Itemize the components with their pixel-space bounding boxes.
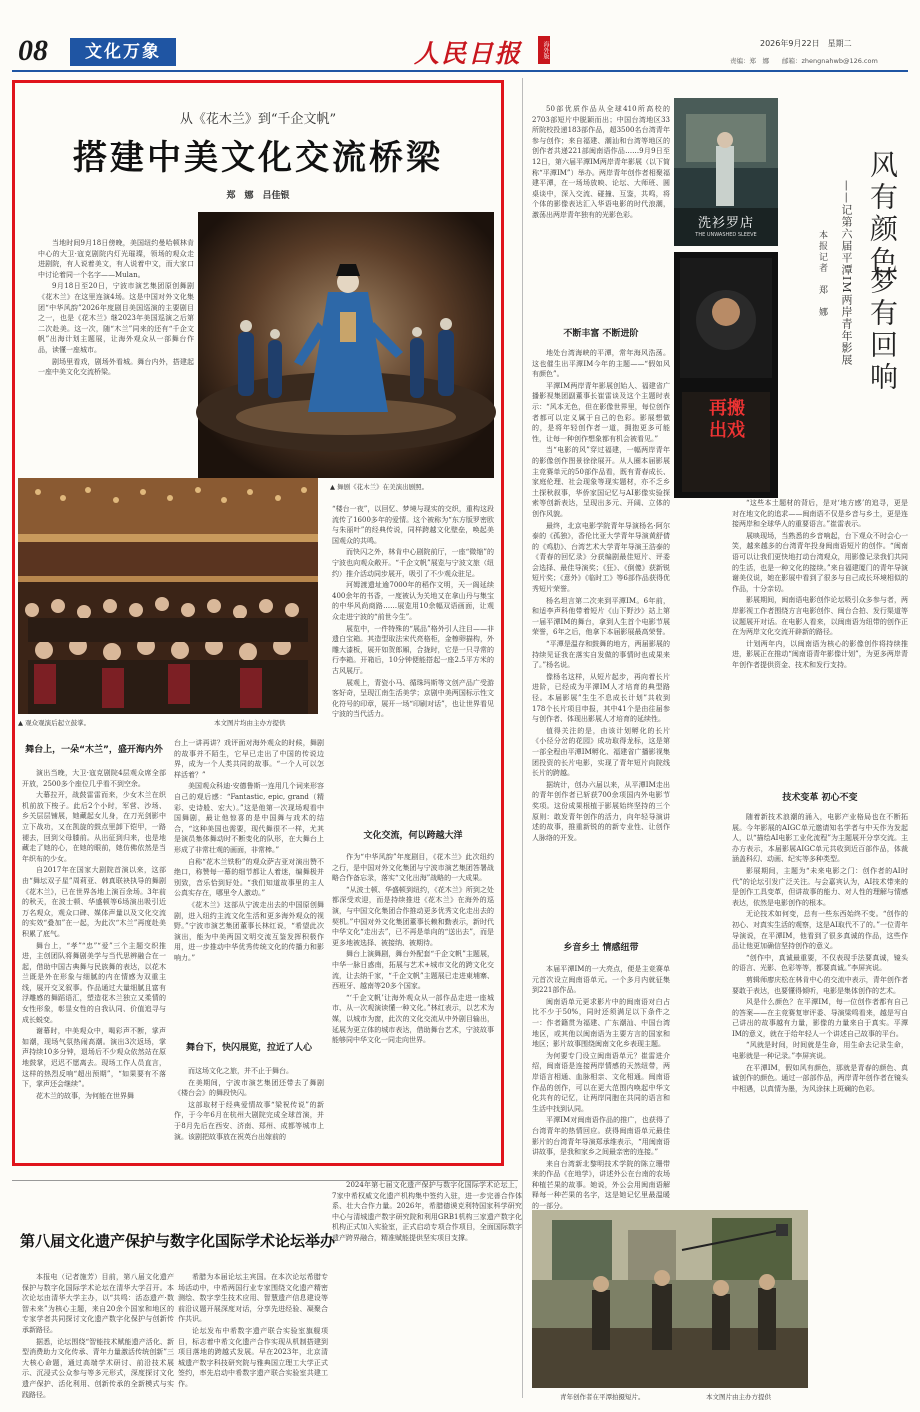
side-column-2b (732, 812, 908, 1210)
body-paragraph: 随着新技术浪潮的涌入，电影产业格局也在不断拓展。今年影展的AIGC单元邀请知名学者与中天作为发起人，以“描绘AI电影工业化流程”为主题展开分享交流。主办方表示，本届影展AIGC单元共收到近百部作品，体裁涵盖科幻、动画、纪实等多种类型。 (732, 813, 908, 864)
body-paragraph: 《花木兰》这部从宁波走出去的中国原创舞剧，进入纽约主流文化生活和更多海外观众的视野。”宁波市演艺集团董事长林红说，“希望此次演出，能为中美两国文明交流互鉴发挥积极作用，进一步推动中华优秀传统文化的传播力和影响力。” (174, 900, 324, 962)
body-paragraph: 影展期间，主题为“未来电影之门：创作者的AI时代”的论坛引发广泛关注。与会嘉宾认为，AI技术带来的是创作工具变革，但讲故事的能力、对人性的理解与情感表达，依然是电影创作的根本。 (732, 866, 908, 907)
bottom-col-3 (332, 1180, 522, 1406)
body-paragraph: 演出当晚，大卫·寇克剧院4层观众席全部开放，2500多个座位几乎看不到空余。 (22, 769, 166, 788)
body-paragraph: 展映现场，当熟悉的乡音响起，台下观众不时会心一笑，越来越多的台湾青年投身闽南语短片的创作。“闽南语可以让我们更快地打动台湾观众，用影像记录我们共同的生活，也是一种文化的接续。”来自福建厦门的青年导演谢美仪说，她在影展中看到了很多与自己成长环境相似的作品，十分亲切。 (732, 531, 908, 593)
vertical-subtitle: ——记第六届平潭IM两岸青年影展 (840, 180, 853, 366)
editor-line: 责编：郑 娜 邮箱：zhengnahwb@126.com (730, 57, 878, 65)
body-paragraph: 平潭IM对闽南语作品的推广，也获得了台湾青年的热情回应。获得闽南语单元最佳影片的台湾青年导演郑承维表示，“用闽南语讲故事，是我和家乡之间最亲密的连接。” (532, 1116, 670, 1157)
body-paragraph: “从波士顿、华盛顿到纽约，《花木兰》所到之处都深受欢迎，而是持续推进《花木兰》在海外的巡演，与中国文化集团合作推动更多优秀文化走出去的契机。”中国对外文化集团董事长赖和勤表示，新时代中华文化“走出去”，已不再是单向的“送出去”，而是更多地被选择、被接纳、被期待。 (332, 885, 494, 947)
newspaper-logo: 人民日报 (414, 39, 523, 68)
body-paragraph: 据统计，创办六届以来，从平潭IM走出的青年创作者已斩获700余项国内外电影节奖项。这份成果根植于影展始终坚持的三个原则：敢发青年创作的活力，向年轻导演讲述的故事，推重新锐的的新专业性、让创作人脉络的开发。 (532, 780, 670, 842)
body-paragraph: 美国观众科迪·安德鲁斯一连用几个词来形容自己的观后感：“Fantastic, epic, grand（精彩、史诗般、宏大）。”这是他第一次现场观看中国舞剧，最让他惊喜的是中国舞与戏术的结合，“这种美国也需要，现代舞很不一样，尤其是演员集体舞动时不断变化的队形，在大舞台上形成了非常壮观的画面，非常棒。” (174, 782, 324, 854)
body-paragraph: 花木兰的故事，为何能在世界舞 (36, 1091, 134, 1100)
section-heading: 舞台下，快闪展览，拉近了人心 (185, 1043, 312, 1053)
column-divider (522, 78, 523, 1398)
feature-kicker: 从《花木兰》到“千企文帆” (179, 112, 337, 127)
body-paragraph: 作为“中华风韵”年度剧目，《花木兰》此次纽约之行，是中国对外文化集团与宁波市演艺集团答署战略合作备忘录，落实“文化出海”战略的一大成果。 (332, 853, 494, 883)
body-paragraph: 舞台上，“孝”“忠”“爱”三个主题交织推进，主创团队将舞剧美学与当代思辨融合在一起，借助中国古典舞与民族舞的表达，以花木兰既是外在形象与细腻的内在情感为双重主线，展开交叉叙事。作品通过大量细腻且富有浮雕感的舞蹈语汇，塑造花木兰独立又柔情的女性形象，彰显女性的自我认同、价值追寻与成长蜕变。 (22, 941, 166, 1024)
section-badge: 文化万象 (70, 38, 176, 66)
vertical-title-2: 梦有回响 (866, 266, 899, 394)
poster-subtitle: THE UNWASHED SLEEVE (695, 232, 757, 238)
film-set-caption: 青年创作者在平潭拍摄短片。 (560, 1393, 645, 1401)
feature-column-2b (174, 1066, 324, 1160)
section-heading: 文化交流，何以跨越大洋 (363, 831, 463, 841)
body-paragraph: 展览中，一件特殊的“展品”格外引人注目——非遗白宝箱。其造型取法宋代亮格柜，金檫卵描构，外雕大漆板，展开如贺郎厢，合拢时，它是一只寻常的行李箱。开箱后，10分钟便能搭起一座2.5平方米的古风展厅。 (332, 624, 494, 675)
body-paragraph: 大幕拉开，战鼓雷雷而来，少女木兰在织机前放下梭子。此后2个小时，军营、沙场、乡关层层铺展，她藏起女儿身，在刀光剑影中立下战功，又在凯旋的鼓点里卸下铠甲，一路褪去，回到父母膝前。从出征到归来，也是地藏走了她的心，在她的眼前，她仿佛依然是当年织布的少女。 (22, 791, 166, 863)
body-paragraph: 地处台湾海峡的平潭，常年海风浩荡。这也催生出平潭IM今年的主题——“假如风有颜色”。 (532, 349, 670, 379)
body-paragraph: 无论技术如何变，总有一些东西始终不变。“创作的初心、对真实生活的观察，这是AI取代不了的。”一位青年导演说，在平潭IM，他看到了很多真诚的作品，这些作品让他更加确信坚持创作的意义。 (732, 910, 908, 951)
audience-photo-caption: ▲ 观众观演后起立鼓掌。 (18, 719, 91, 727)
body-paragraph: 台上一讲再讲？戏评面对海外观众的时候，舞剧的故事并不陌生，它早已走出了中国的传说边界，成为一个人类共同的故事。“一个人可以怎样活着？” (174, 739, 324, 779)
body-paragraph: 本届平潭IM的一大亮点，便是主竞赛单元首次设立闽南语单元。一个多月内就征集到221部作品。 (532, 965, 670, 995)
body-paragraph: 而快闪之外，林肯中心剧院前厅，一座“微缩”的宁波也向观众敞开。“千企文帆”展览与宁波文旅（纽约）推介活动同步展开，吸引了不少观众驻足。 (332, 548, 494, 578)
feature-lead (38, 238, 194, 470)
body-paragraph: 杨名坦言第二次来到平潭IM。6年前，和适李声科他带着短片《山下野沙》站上第一届平潭IM的舞台，拿到人生首个电影节展荣誉，6年之后，他拿下本届影展最高荣誉。 (532, 596, 670, 637)
issue-date: 2026年9月22日 星期二 (760, 39, 852, 48)
body-paragraph: 计划两年内，以闽南语为核心的影像创作将持续推进，影展正在推动“闽南语青年影像计划”，为更多两岸青年创作者提供资金、技术和发行支持。 (732, 639, 908, 669)
body-paragraph: “这些本土题材的背后，是对‘地方感’的追寻，更是对在地文化的追求——闽南语不仅是乡音与乡土，更是连接两岸和全球华人的重要语言。”崔雷表示。 (732, 499, 908, 529)
bottom-col-1 (22, 1272, 174, 1406)
body-paragraph: “创作中，真诚最重要，不仅表现手法要真诚，镜头的语言、光影、色彩等等，都要真诚。”李屏宾说。 (732, 953, 908, 973)
body-paragraph: “风就是时间，时间就是生命，用生命去记录生命，电影就是一种记录。”李屏宾说。 (732, 1041, 908, 1061)
film-poster-1 (674, 98, 778, 246)
film-set-photo (532, 1210, 808, 1388)
section-heading: 舞台上，一朵“木兰”，盛开海内外 (25, 745, 163, 755)
body-paragraph: 像杨名这样，从短片起步，再向着长片进阶，已经成为平潭IM人才培育的典型路径。本届影展”生生不息成长计划”共收到178个长片项目申报，其中41个是由往届参与创作者、体现出影展人才培育的延续性。 (532, 672, 670, 724)
body-paragraph: 影展期间，闽南语电影创作论坛吸引众多参与者，两岸影视工作者围绕方言电影创作、闽台合拍、发行渠道等议题展开对话。在电影人看来，以闽南语为纽带的创作正在为两岸文化交流开辟新的路径。 (732, 596, 908, 637)
stage-photo-caption: ▲ 舞剧《花木兰》在美演出剧照。 (330, 483, 429, 491)
feature-headline: 搭建中美文化交流桥梁 (73, 138, 443, 178)
poster-title: 洗衫罗店 (697, 216, 754, 231)
body-paragraph: 50部优质作品从全球410所高校的2703部短片中脱颖而出；中国台湾地区33所院校投递183部作品，超3500名台湾青年参与创作；来自福建、潮汕和台湾等地区的创作者共递221部闽南语作品……9月9日至12日，第六届平潭IM两岸青年影展（以下简称“平潭IM”）举办。两岸青年创作者相聚福建平潭，在一场场放映、论坛、大师班、圆桌谈中，深入交流、碰撞、互鉴，共鸣，将个体的影像表达汇入华语电影的时代浪潮，激荡出两岸青年独有的光影色彩。 (532, 105, 670, 219)
body-paragraph: 值得关注的是，由该计划孵化的长片《小径分岔的花园》成功取得龙标，这是第一部全程由平潭IM孵化、福建省广播影视集团投资的长片电影，实现了青年短片向院线长片的跨越。 (532, 726, 670, 778)
body-paragraph: “楼台一夜”，以回忆、梦境与现实的交织，重构这段流传了1600多年的爱情。这个被称为“东方版罗密欧与朱丽叶”的经典传说，同样跨越文化壁垒，唤起美国观众的共鸣。 (332, 505, 494, 545)
feature-byline: 郑 娜 吕佳银 (226, 191, 290, 201)
film-set-credit: 本文图片由主办方提供 (706, 1393, 771, 1401)
body-paragraph: 而这场文化之旅，并不止于舞台。 (188, 1067, 293, 1075)
masthead-rule (12, 70, 908, 72)
body-paragraph: 自2017年在国家大剧院首演以来，这部由“舞坛双子星”周莉亚、韩真联袂执导的舞剧《花木兰》，已在世界各地上演百余场。3年前的秋天，在波士顿、华盛顿等6场演出吸引近万名观众，观众口碑、媒体声量以及文化交流的实效“叠加”在一起，为此次“木兰”再度赴美积累了底气。 (22, 866, 166, 938)
feature-column-3b (332, 852, 494, 1160)
body-paragraph: 最终，北京电影学院青年导演杨名·阿尔泰的《孤独》，香伦比亚大学青年导演黄舒倩的《鸡肋》、台湾艺术大学青年导演王浩泰的《青春的回忆录》分获编剧最佳短片、评委会选择、最佳导演奖；《狂》、《倒傻》获新锐短片奖；《意外》《临时工》等6部作品获得优秀短片荣誉。 (532, 521, 670, 594)
photo-credit: 本文图片均由主办方提供 (214, 719, 286, 727)
masthead (0, 0, 920, 74)
poster-title: 再搬出戏 (709, 398, 745, 441)
section-heading: 乡音乡土 情感纽带 (563, 943, 639, 953)
body-paragraph: 论坛发布中希数字遗产联合实验室旗舰项目，标志着中希文化遗产合作实现从机制搭建到项目落地的跨越式发展。早在2023年，北京清城遗产数字科技研究院与雅典国立理工大学正式签约，率先启动中希数字遗产联合实验室共建工作。 (178, 1326, 328, 1388)
body-paragraph: 当“电影的风”穿过福建，一幅两岸青年的影像创作图景徐徐展开。从人圈本届影展主竞赛单元的50部作品看，既有青春成长、家庭伦理、社会现象等现实题材，亦不乏乡土探秋叙事，华侨家国记忆与AI影像实验探索等创新表达，呈现出多元、开阔、立体的创作风貌。 (532, 446, 670, 518)
body-paragraph: 这部取材于经典爱情故事“梁祝传说”的新作，于今年6月在杭州大剧院完成全球首演，并于8月先后在西安、济南、郑州、成都等城市上演。该剧把故事放在祝英台出嫁前的 (174, 1100, 324, 1141)
body-paragraph: 自称“花木兰铁粉”的观众萨吉亚对演出赞不绝口，称赞每一幕的细节都让人着迷，编舞极并别致，音乐恰到好处。“我们知道故事里的主人公真实存在，哪里令人激动。” (174, 857, 324, 898)
body-paragraph: 河姆渡遗址逾7000年的稻作文明，天一阁延续400余年的书香，一度被认为关地又在拿山丹与集宝的中华风尚商路……展览用10余幅双语画面，让观众走进宁波的“前世今生”。 (332, 581, 494, 621)
body-paragraph: 在平潭IM，假如风有颜色，那就是青春的颜色、真诚创作的颜色。通过一部部作品，两岸青年创作者在镜头中相遇，以真情为墨，为风涂抹上斑斓的色彩。 (732, 1063, 908, 1093)
logo-badge: 海外版 (538, 36, 550, 64)
side-column-2 (732, 498, 908, 774)
page-number: 08 (18, 34, 48, 67)
lead-paragraph: 当地时间9月18日傍晚，美国纽约曼哈顿林肯中心的大卫·寇克剧院内灯光璀璨，领场的观众走进剧院，有人说着美文，有人说着中文，而大家口中讨论着同一个名字——Mulan。 (38, 239, 194, 279)
bottom-col-2 (178, 1272, 328, 1406)
body-paragraph: 希腊为本届论坛主宾国。在本次论坛希腊专场活动中，中希两国行业专家围绕文化遗产精密测绘、数字孪生技术应用、智慧遗产信息建设等前沿议题开展深度对话，分享先进经验、凝聚合作共识。 (178, 1273, 328, 1324)
body-paragraph: 风是什么颜色？在平潭IM，每一位创作者都有自己的答案——在主竞赛复审评委、导演梁鸣看来，越是写自己讲出的故事越有力量，影像的力量来自于真实。平潭IM的意义，就在于给年轻人一个讲述自己故事的平台。 (732, 998, 908, 1038)
body-paragraph: 展观上，青瓷小马、循珠玛斯等文创产品广受游客好奇，呈现江南生活美学；京剧中美两国标示性文化符号的印章，展开一场“印刷对话”，也让世界看见宁波的当代活力。 (332, 678, 494, 719)
body-paragraph: 谢幕时，中美观众中，喝彩声不断，掌声如潮，现场气氛热闹高潮。演出3次返场，掌声持续10多分钟，退场后不少观众依然站在原地鼓掌，迟迟不愿离去。现场工作人员直言，这样的热烈反响“超出预期”，“如果要有不落下，掌声还会继续”。 (22, 1027, 166, 1089)
stage-photo (198, 212, 494, 478)
body-paragraph: 平潭IM两岸青年影展创始人、福建省广播影视集团副董事长崔雷谈及这个主题时表示：“风本无色，但在影像世界里，每位创作者都可以定义属于自己的色彩。影展想做的，是将年轻创作者一道，拥抱更多可能性，让每一种创作想象都有机会被看见。” (532, 381, 670, 443)
bottom-headline: 第八届文化遗产保护与数字化国际学术论坛举办 (20, 1232, 336, 1250)
body-paragraph: “‘千企文帆’让海外观众从一部作品走进一座城市、从一次观演读懂一种文化。”林红表示，以艺术为媒，以城市为窗，此次的文化交流从中外剧目输出，延展为更立体的城市表达，借助舞台艺术，宁波故事能够同中华文化一同走向世界。 (332, 993, 494, 1045)
section-heading: 技术变革 初心不变 (782, 793, 858, 803)
audience-photo (18, 478, 318, 714)
body-paragraph: 本报电（记者施芳）目前，第八届文化遗产保护与数字化国际学术论坛在清华大学召开。本次论坛由清华大学主办，以“共鸣：活态遗产·数智未来”为核心主题，来自20余个国家和地区的专家学者共同探讨文化遗产数字化保护与创新传承新路径。 (22, 1273, 174, 1334)
body-paragraph: 在美期间，宁波市演艺集团还带去了舞剧《楼台会》的舞段快闪。 (174, 1078, 324, 1098)
side-column-1 (532, 348, 670, 920)
side-lead (532, 104, 670, 314)
feature-column-1 (22, 768, 166, 1160)
vertical-byline: 本报记者 郑 娜 (817, 230, 827, 318)
body-paragraph: 据悉，论坛围绕“智能技术赋能遗产活化、新型消费助力文化传承、青年力量激活传统创新”三大核心命题，通过高端学术研讨、前沿技术展示、沉浸式公众参与等多元形式，深度探讨文化遗产保护、活化利用、创新传承的全新模式与实践路径。 (22, 1337, 174, 1399)
film-poster-2 (674, 252, 778, 498)
body-paragraph: “平潭是温存和鼓舞的地方，两届影展的持续见证我在落实自发做的事情时也成果来了。”杨名说。 (532, 640, 670, 670)
feature-column-2 (174, 738, 324, 1034)
feature-column-3 (332, 504, 494, 816)
vertical-title-1: 风有颜色 (866, 150, 899, 278)
body-paragraph: 2024年第七届文化遗产保护与数字化国际学术论坛上，7家中希权威文化遗产机构集中签约入驻，进一步完善合作体系、壮大合作力量。2026年，希腊德谟克利特国家科学研究中心与清城遗产数字研究院和利用GRB1机构三家遗产数字化机构正式加入实验室，正式启动专项合作项目，全面国际数字遗产跨界融合，精准赋能提供坚实项目支撑。 (332, 1181, 522, 1242)
body-paragraph: 舞台上演舞剧，舞台外配套“千企文帆”主题展，中华一脉日惑南，拓展与艺术+城市文化的跨文化交流，让去纳千家，“千企文帆”主题展已走进東埔寨、西班牙、越南等20多个国家。 (332, 950, 494, 991)
side-column-1b (532, 964, 670, 1211)
section-heading: 不断丰富 不断进阶 (563, 329, 639, 339)
lead-paragraph: 9月18日至20日，宁波市演艺集团原创舞剧《花木兰》在这里连演4场。这是中国对外文化集团“中华风韵”2026年度剧目美国巡演的主要剧目之一，也是《花木兰》继2023年美国巡演之后第二次赴美。这一次，随“木兰”同来的还有“千企文帆”出海计划主题展，让海外观众从一部舞台作品，读懂一座城市。 (38, 282, 194, 354)
body-paragraph: 剪辑师廖庆松在林肯中心的交流中表示，青年创作者要敢于表达，也要懂得倾听，电影是集体创作的艺术。 (732, 975, 908, 995)
body-paragraph: 闽南语单元更求影片中的闽南语对白占比不少于50%，同时还须满足以下条件之一：作者籍贯为福建、广东潮汕、中国台湾地区，或其他以闽南语为主要方言的国家和地区；影片故事围绕闽南文化乡表现主题。 (532, 997, 670, 1049)
body-paragraph: 为何要专门设立闽南语单元？崔雷进介绍，闽南语是连接两岸情感的天然纽带，两岸语言相通、血脉相亲、文化相通。闽南语作品的创作，可以在更大范围内唤起中华文化共有的记忆，让两岸同胞在共同的语言和生活中找到认同。 (532, 1051, 670, 1113)
lead-paragraph: 剧场里看戏，剧场外看城。舞台内外，搭建起一座中美文化交流桥梁。 (38, 357, 194, 377)
body-paragraph: 来自台湾新北黎明技术学院的陈立珊带来的作品《在地学》，讲述外公在台南的农场种植芒果的故事。她说，外公会用闽南语解释每一种芒果的名字，这是她记忆里最温暖的一部分。 (532, 1159, 670, 1211)
